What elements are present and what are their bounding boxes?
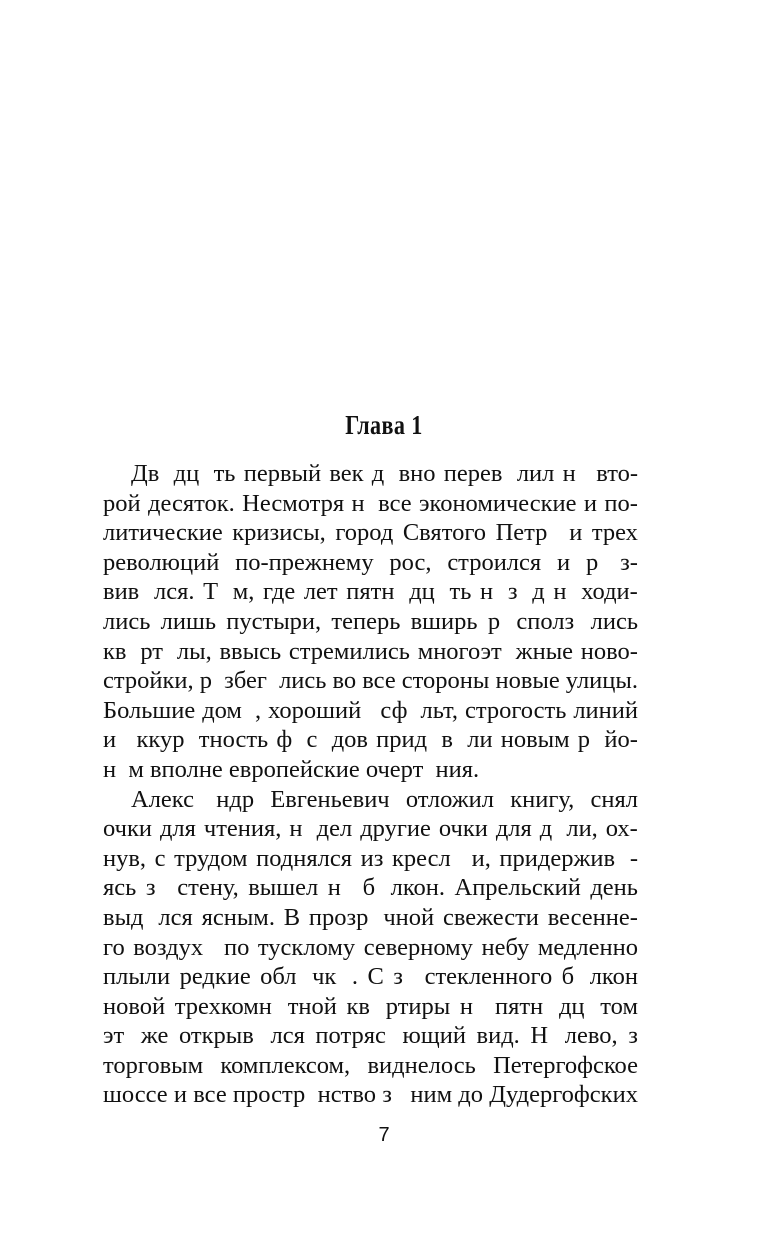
word: для bbox=[495, 815, 532, 843]
word: жные bbox=[515, 637, 574, 665]
text-line bbox=[103, 725, 638, 755]
word: ть bbox=[449, 578, 472, 606]
word: , bbox=[255, 696, 262, 724]
word: же bbox=[140, 1022, 169, 1050]
word: з bbox=[507, 578, 524, 606]
word: по bbox=[223, 933, 250, 961]
word: потряс bbox=[315, 1022, 392, 1050]
word: лись bbox=[279, 667, 327, 695]
word: Петергофское bbox=[493, 1051, 638, 1079]
word: рой bbox=[103, 489, 141, 517]
body-text bbox=[103, 459, 638, 1110]
word: поднялся bbox=[256, 844, 352, 872]
word: лся bbox=[270, 1022, 305, 1050]
word: збег bbox=[224, 667, 274, 695]
word: перев bbox=[443, 460, 509, 487]
text-line bbox=[103, 696, 638, 726]
word: свежести bbox=[442, 903, 539, 931]
word: з bbox=[145, 874, 168, 902]
word: новые bbox=[495, 667, 560, 695]
word: и bbox=[557, 548, 571, 576]
word: стороны bbox=[401, 667, 490, 695]
word: чной bbox=[383, 903, 435, 931]
word: весенне- bbox=[547, 903, 638, 931]
word: лкон bbox=[589, 963, 638, 991]
word: хороший bbox=[268, 696, 374, 724]
word: новой bbox=[103, 992, 166, 1020]
text-line bbox=[103, 459, 638, 489]
text-line bbox=[103, 1021, 638, 1051]
word: ртиры bbox=[385, 992, 451, 1020]
word: очки bbox=[103, 815, 152, 843]
word: Дудергофских bbox=[489, 1081, 638, 1109]
word: прид bbox=[376, 726, 434, 754]
word: Алекс bbox=[131, 785, 201, 813]
word: ли, bbox=[566, 815, 598, 843]
word: новым bbox=[500, 726, 570, 754]
word: лись bbox=[590, 607, 638, 635]
word: в bbox=[441, 726, 460, 754]
text-line: н м вполне европейские очерт ния. bbox=[103, 755, 480, 783]
word: дц bbox=[558, 992, 591, 1020]
word: р bbox=[585, 548, 605, 576]
word: д bbox=[371, 460, 391, 487]
word: из bbox=[360, 844, 384, 872]
word: литические bbox=[103, 519, 223, 547]
word: кв bbox=[346, 992, 377, 1020]
chapter-title: Глава 1 bbox=[345, 410, 423, 440]
word: где bbox=[263, 578, 296, 606]
word: ть bbox=[213, 460, 236, 487]
word: Петр bbox=[495, 519, 560, 547]
word: лево, bbox=[564, 1022, 618, 1050]
word: все bbox=[193, 1081, 227, 1109]
word: Евгеньевич bbox=[270, 785, 390, 813]
word: - bbox=[629, 844, 638, 872]
word: ндр bbox=[216, 785, 255, 813]
word: Н bbox=[530, 1022, 555, 1050]
word: медленно bbox=[537, 933, 638, 961]
text-line bbox=[103, 489, 638, 519]
word: д bbox=[539, 815, 559, 843]
word: эт bbox=[103, 1022, 131, 1050]
word: вив bbox=[103, 578, 146, 606]
word: первый bbox=[243, 460, 322, 487]
word: чтения, bbox=[203, 815, 282, 843]
word: Несмотря bbox=[242, 489, 345, 517]
word: Т bbox=[203, 578, 225, 606]
word: з bbox=[628, 1022, 638, 1050]
text-line bbox=[103, 785, 638, 815]
text-line bbox=[103, 607, 638, 637]
word: ох- bbox=[605, 815, 638, 843]
text-line bbox=[103, 518, 638, 548]
word: северному bbox=[363, 933, 473, 961]
word: день bbox=[590, 874, 638, 902]
word: рт bbox=[140, 637, 170, 665]
word: трудом bbox=[174, 844, 248, 872]
word: нство bbox=[317, 1081, 376, 1109]
word: нув, bbox=[103, 844, 147, 872]
word: ново- bbox=[580, 637, 638, 665]
word: и bbox=[173, 1081, 187, 1109]
text-line bbox=[103, 962, 638, 992]
word: все bbox=[362, 667, 396, 695]
word: ходи- bbox=[581, 578, 638, 606]
word: н bbox=[480, 578, 500, 606]
word: вширь bbox=[410, 607, 478, 635]
word: линий bbox=[573, 696, 638, 724]
word: тусклому bbox=[257, 933, 356, 961]
word: йо- bbox=[604, 726, 638, 754]
word: сполз bbox=[516, 607, 581, 635]
word: лил bbox=[516, 460, 555, 487]
word: революций bbox=[103, 548, 220, 576]
word: век bbox=[329, 460, 364, 487]
word: С bbox=[367, 963, 384, 991]
word: очки bbox=[438, 815, 488, 843]
word: торговым bbox=[103, 1051, 204, 1079]
word: вид. bbox=[476, 1022, 520, 1050]
word: с bbox=[154, 844, 166, 872]
word: снял bbox=[590, 785, 638, 813]
word: . bbox=[351, 963, 358, 991]
word: дц bbox=[173, 460, 206, 487]
word: до bbox=[458, 1081, 484, 1109]
word: ф bbox=[276, 726, 299, 754]
word: н bbox=[327, 874, 354, 902]
word: стену, bbox=[177, 874, 239, 902]
word: и, bbox=[471, 844, 491, 872]
word: лся bbox=[158, 903, 193, 931]
word: с bbox=[306, 726, 324, 754]
word: комплексом, bbox=[220, 1051, 351, 1079]
word: экономические bbox=[419, 489, 577, 517]
word: по-прежнему bbox=[235, 548, 374, 576]
word: д bbox=[532, 578, 545, 606]
word: ли bbox=[467, 726, 493, 754]
word: пятн bbox=[494, 992, 550, 1020]
word: н bbox=[459, 992, 486, 1020]
word: трехкомн bbox=[174, 992, 279, 1020]
word: простр bbox=[232, 1081, 312, 1109]
word: книгу, bbox=[510, 785, 575, 813]
text-line bbox=[103, 992, 638, 1022]
word: лы, bbox=[176, 637, 212, 665]
text-line bbox=[103, 666, 638, 696]
word: лкон. bbox=[390, 874, 446, 902]
word: н bbox=[289, 815, 309, 843]
word: б bbox=[561, 963, 581, 991]
word: другие bbox=[360, 815, 431, 843]
word: стремились bbox=[288, 637, 410, 665]
word: тность bbox=[198, 726, 269, 754]
word: м, bbox=[232, 578, 255, 606]
word: н bbox=[553, 578, 573, 606]
word: льт, bbox=[420, 696, 459, 724]
text-line bbox=[103, 844, 638, 874]
word: р bbox=[577, 726, 597, 754]
word: дел bbox=[316, 815, 353, 843]
word: вно bbox=[398, 460, 436, 487]
text-line bbox=[103, 933, 638, 963]
word: дом bbox=[202, 696, 249, 724]
word: рос, bbox=[389, 548, 432, 576]
word: по- bbox=[604, 489, 638, 517]
word: стекленного bbox=[424, 963, 553, 991]
text-line bbox=[103, 814, 638, 844]
word: чк bbox=[312, 963, 343, 991]
word: и bbox=[583, 489, 598, 517]
word: ющий bbox=[402, 1022, 466, 1050]
text-line bbox=[103, 903, 638, 933]
word: строгость bbox=[464, 696, 567, 724]
page-number: 7 bbox=[378, 1124, 390, 1146]
text-line bbox=[103, 548, 638, 578]
word: р bbox=[487, 607, 507, 635]
word: ним bbox=[410, 1081, 453, 1109]
word: Апрельский bbox=[454, 874, 581, 902]
word: н bbox=[562, 460, 588, 487]
word: виднелось bbox=[367, 1051, 476, 1079]
word: теперь bbox=[331, 607, 401, 635]
word: трех bbox=[591, 519, 638, 547]
word: плыли bbox=[103, 963, 171, 991]
text-line bbox=[103, 1080, 638, 1110]
word: придержив bbox=[499, 844, 622, 872]
word: для bbox=[159, 815, 196, 843]
word: открыв bbox=[178, 1022, 260, 1050]
word: ясь bbox=[103, 874, 137, 902]
word: воздух bbox=[133, 933, 216, 961]
word: выд bbox=[103, 903, 150, 931]
word: ккур bbox=[136, 726, 191, 754]
word: город bbox=[335, 519, 394, 547]
word: сф bbox=[380, 696, 414, 724]
word: улицы. bbox=[565, 667, 638, 695]
word: лет bbox=[303, 578, 338, 606]
paragraph-1 bbox=[103, 459, 638, 785]
word: з bbox=[382, 1081, 405, 1109]
word: Дв bbox=[131, 460, 166, 487]
word: обл bbox=[260, 963, 303, 991]
word: В bbox=[283, 903, 301, 931]
paragraph-2 bbox=[103, 785, 638, 1111]
word: н bbox=[351, 489, 371, 517]
word: все bbox=[378, 489, 412, 517]
text-line bbox=[103, 873, 638, 903]
word: том bbox=[600, 992, 638, 1020]
word: вто- bbox=[596, 460, 638, 487]
word: во bbox=[332, 667, 357, 695]
word: з- bbox=[620, 548, 638, 576]
word: р bbox=[199, 667, 219, 695]
text-line bbox=[103, 637, 638, 667]
word: небу bbox=[481, 933, 530, 961]
word: шоссе bbox=[103, 1081, 168, 1109]
text-line bbox=[103, 577, 638, 607]
word: з bbox=[393, 963, 416, 991]
word: пустыри, bbox=[226, 607, 322, 635]
word: дц bbox=[409, 578, 441, 606]
word: ввысь bbox=[219, 637, 282, 665]
word: б bbox=[362, 874, 382, 902]
word: строился bbox=[447, 548, 542, 576]
word: стройки, bbox=[103, 667, 194, 695]
word: го bbox=[103, 933, 125, 961]
word: кв bbox=[103, 637, 133, 665]
word: ясным. bbox=[201, 903, 275, 931]
word: лись bbox=[103, 607, 151, 635]
word: редкие bbox=[179, 963, 251, 991]
word: пятн bbox=[346, 578, 401, 606]
word: лишь bbox=[160, 607, 217, 635]
word: многоэт bbox=[417, 637, 508, 665]
word: десяток. bbox=[148, 489, 235, 517]
text-line bbox=[103, 1051, 638, 1081]
word: тной bbox=[287, 992, 337, 1020]
word: кризисы, bbox=[232, 519, 326, 547]
word: дов bbox=[331, 726, 368, 754]
word: вышел bbox=[248, 874, 319, 902]
word: отложил bbox=[405, 785, 494, 813]
word: и bbox=[569, 519, 583, 547]
word: лся. bbox=[153, 578, 195, 606]
word: кресл bbox=[391, 844, 463, 872]
word: и bbox=[103, 726, 129, 754]
word: Большие bbox=[103, 696, 196, 724]
word: Святого bbox=[402, 519, 487, 547]
word: прозр bbox=[308, 903, 375, 931]
